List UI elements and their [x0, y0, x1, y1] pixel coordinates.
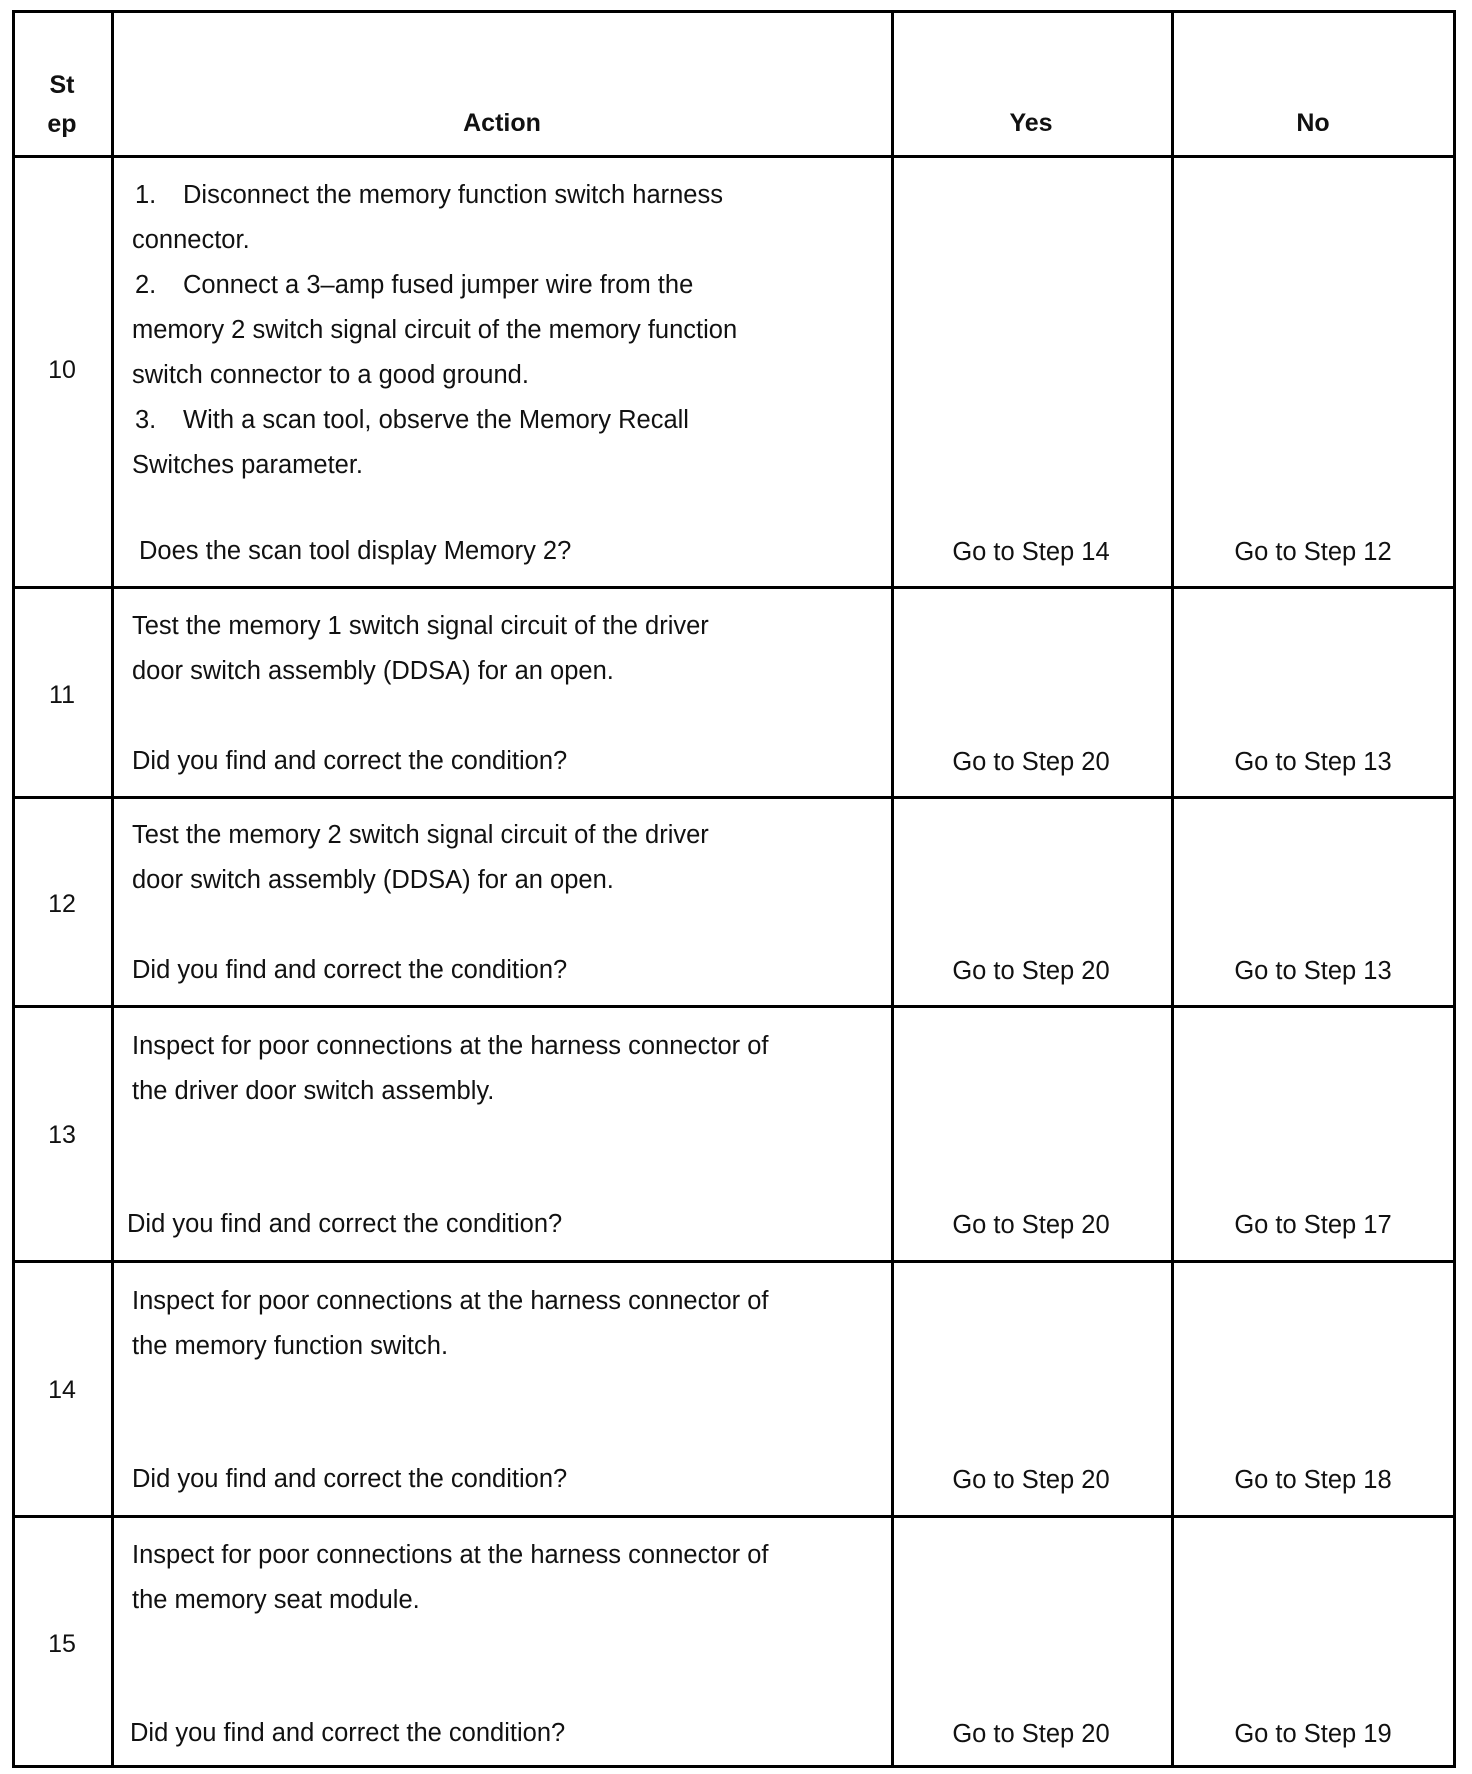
border-right [1453, 10, 1456, 1768]
question: Did you find and correct the condition? [130, 1719, 566, 1747]
action-line [132, 398, 737, 443]
item-number: 3. [135, 406, 157, 434]
row-divider [12, 1260, 1456, 1263]
yes-answer: Go to Step 20 [952, 1211, 1110, 1239]
yes-answer: Go to Step 20 [952, 1720, 1110, 1748]
border-bottom [12, 1765, 1456, 1768]
header-step-line2: ep [47, 110, 77, 138]
divider-step-action [111, 10, 114, 1768]
no-answer: Go to Step 12 [1234, 538, 1392, 566]
action-text: Inspect for poor connections at the harness connector of [132, 1032, 769, 1060]
no-answer: Go to Step 19 [1234, 1720, 1392, 1748]
yes-answer: Go to Step 20 [952, 748, 1110, 776]
action-line [132, 263, 737, 308]
action-line [132, 353, 737, 398]
step-number: 13 [48, 1121, 76, 1149]
action-line [132, 218, 737, 263]
action-line [132, 173, 737, 218]
row-divider [12, 1005, 1456, 1008]
step-number: 11 [49, 681, 75, 709]
action-line [132, 443, 737, 488]
header-yes: Yes [1009, 109, 1053, 137]
header-no: No [1296, 109, 1330, 137]
no-answer: Go to Step 13 [1234, 957, 1392, 985]
row-divider [12, 796, 1456, 799]
question: Did you find and correct the condition? [127, 1210, 563, 1238]
action-steps [132, 813, 709, 903]
action-steps [132, 173, 737, 488]
step-number: 12 [48, 890, 76, 918]
border-top [12, 10, 1456, 13]
step-number: 15 [48, 1630, 76, 1658]
step-number: 14 [48, 1376, 76, 1404]
divider-action-yes [891, 10, 894, 1768]
question: Did you find and correct the condition? [132, 956, 568, 984]
item-number: 2. [135, 271, 157, 299]
border-left [12, 10, 15, 1768]
action-text: the memory seat module. [132, 1586, 420, 1614]
action-text: the memory function switch. [132, 1332, 449, 1360]
action-steps [132, 1533, 768, 1623]
yes-answer: Go to Step 14 [952, 538, 1110, 566]
action-steps [132, 604, 709, 694]
no-answer: Go to Step 18 [1234, 1466, 1392, 1494]
action-text: With a scan tool, observe the Memory Recall [183, 406, 689, 434]
action-text: Switches parameter. [132, 451, 364, 479]
action-text: Inspect for poor connections at the harness connector of [132, 1541, 769, 1569]
action-text: Connect a 3–amp fused jumper wire from the [183, 271, 694, 299]
action-text: door switch assembly (DDSA) for an open. [132, 657, 614, 685]
action-text: Inspect for poor connections at the harness connector of [132, 1287, 769, 1315]
action-text: memory 2 switch signal circuit of the memory function [132, 316, 738, 344]
step-number: 10 [48, 356, 76, 384]
header-action: Action [463, 109, 541, 137]
action-text: Test the memory 1 switch signal circuit of the driver [132, 612, 709, 640]
action-text: door switch assembly (DDSA) for an open. [132, 866, 614, 894]
action-text: switch connector to a good ground. [132, 361, 529, 389]
action-steps [132, 1279, 768, 1369]
divider-yes-no [1171, 10, 1174, 1768]
yes-answer: Go to Step 20 [952, 957, 1110, 985]
header-step-line1: St [49, 71, 75, 99]
action-steps [132, 1024, 768, 1114]
question: Did you find and correct the condition? [132, 747, 568, 775]
no-answer: Go to Step 13 [1234, 748, 1392, 776]
row-divider [12, 586, 1456, 589]
action-text: connector. [132, 226, 250, 254]
action-line [132, 308, 737, 353]
action-text: Test the memory 2 switch signal circuit of the driver [132, 821, 709, 849]
header-step [12, 66, 112, 144]
question: Did you find and correct the condition? [132, 1465, 568, 1493]
row-divider [12, 1515, 1456, 1518]
no-answer: Go to Step 17 [1234, 1211, 1392, 1239]
yes-answer: Go to Step 20 [952, 1466, 1110, 1494]
row-divider [12, 155, 1456, 158]
item-number: 1. [135, 181, 157, 209]
action-text: the driver door switch assembly. [132, 1077, 495, 1105]
action-text: Disconnect the memory function switch harness [183, 181, 723, 209]
question: Does the scan tool display Memory 2? [139, 537, 572, 565]
